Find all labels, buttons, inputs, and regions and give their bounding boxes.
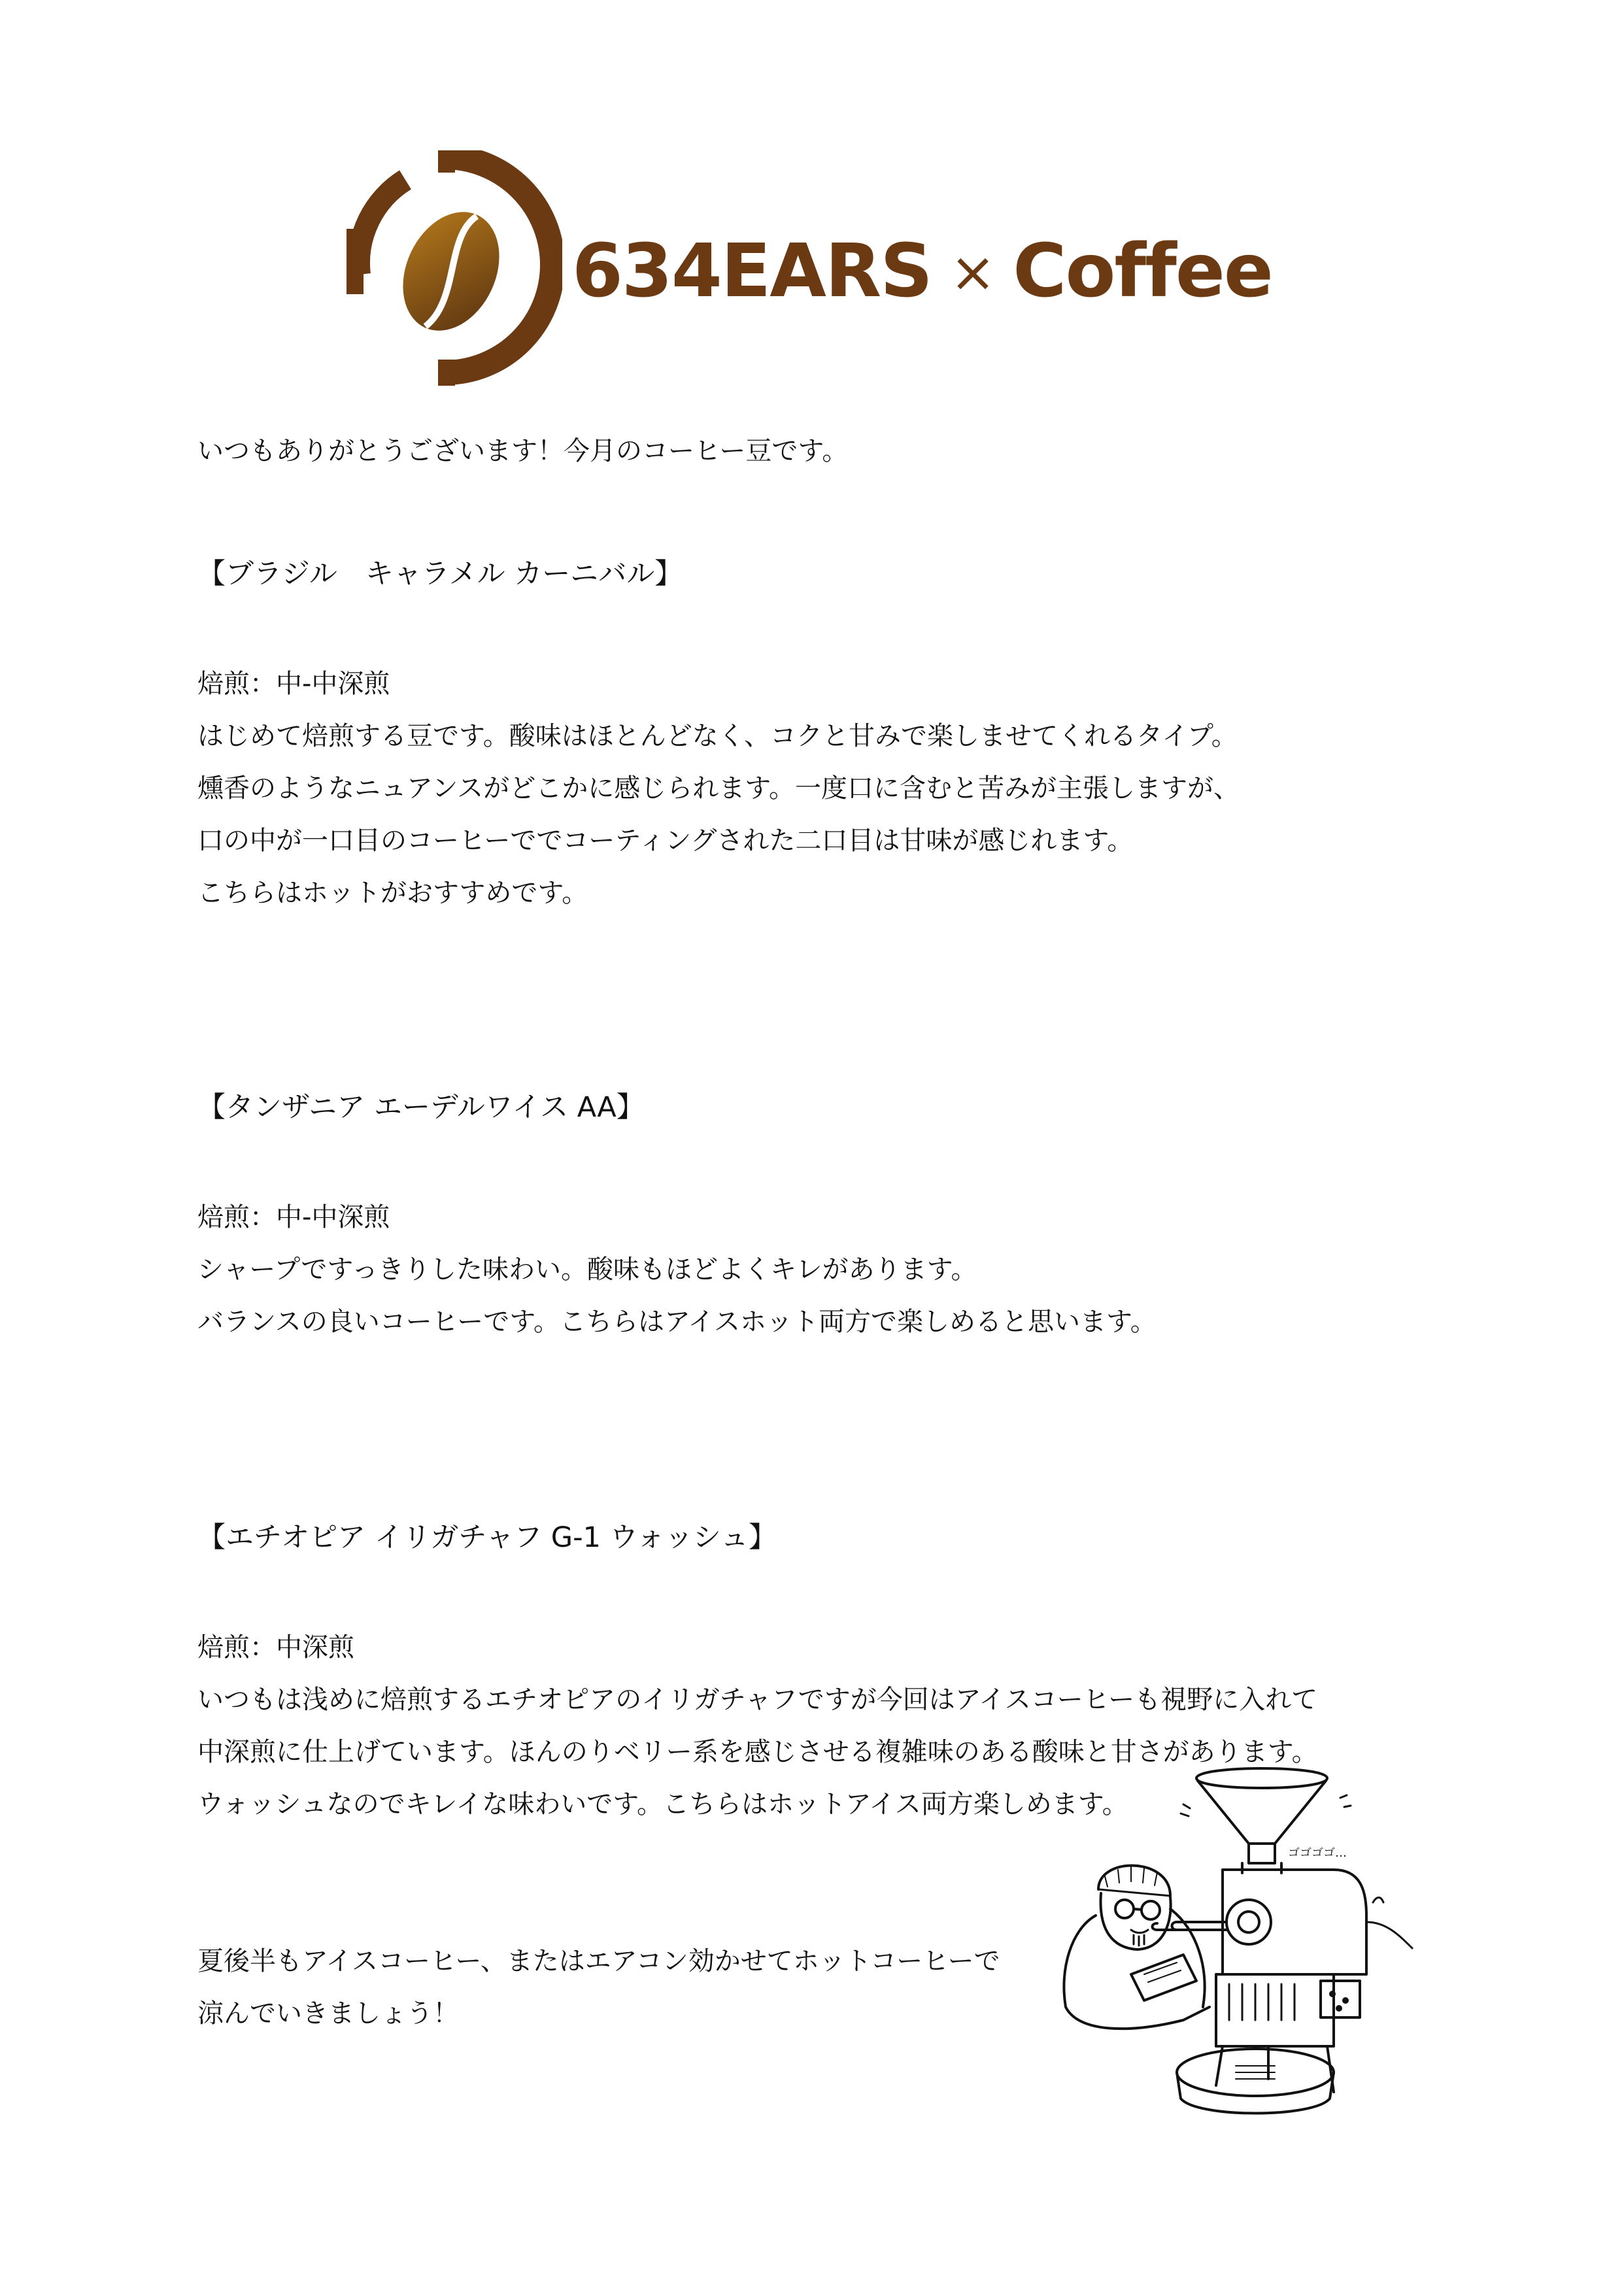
description-line: 中深煎に仕上げています。ほんのりベリー系を感じさせる複雑味のある酸味と甘さがあります。 [197, 1737, 1318, 1767]
intro-text: いつもありがとうございます！今月のコーヒー豆です。 [197, 436, 849, 466]
logo [347, 150, 1301, 392]
description-line: 燻香のようなニュアンスがどこかに感じられます。一度口に含むと苦みが主張しますが、 [197, 773, 1240, 803]
logo-times: × [949, 240, 996, 304]
logo-brand: 634EARS [572, 229, 932, 314]
coffee-roaster-illustration [1053, 1759, 1471, 2125]
closing-line: 夏後半もアイスコーヒー、またはエアコン効かせてホットコーヒーで [197, 1946, 1000, 1976]
coffee-title: 【ブラジル キャラメル カーニバル】 [197, 558, 683, 590]
description-line: シャープですっきりした味わい。酸味もほどよくキレがあります。 [197, 1255, 977, 1285]
coffee-bean-logo-icon [347, 150, 562, 392]
coffee-title: 【エチオピア イリガチャフ G-1 ウォッシュ】 [197, 1521, 777, 1554]
description-line: ウォッシュなのでキレイな味わいです。こちらはホットアイス両方楽しめます。 [197, 1789, 1128, 1819]
roast-level: 焙煎：中-中深煎 [197, 669, 390, 699]
logo-wordmark [572, 222, 1272, 320]
description-line: こちらはホットがおすすめです。 [197, 878, 588, 908]
roast-level: 焙煎：中深煎 [197, 1632, 354, 1662]
closing-line: 涼んでいきましょう！ [197, 1999, 459, 2029]
coffee-section [197, 548, 1440, 919]
roast-level: 焙煎：中-中深煎 [197, 1202, 390, 1232]
description-line: バランスの良いコーヒーです。こちらはアイスホット両方で楽しめると思います。 [197, 1307, 1157, 1337]
description-line: はじめて焙煎する豆です。酸味はほとんどなく、コクと甘みで楽しませてくれるタイプ。 [197, 721, 1238, 751]
description-line: いつもは浅めに焙煎するエチオピアのイリガチャフですが今回はアイスコーヒーも視野に入れて [197, 1685, 1318, 1715]
description-line: 口の中が一口目のコーヒーででコーティングされた二口目は甘味が感じれます。 [197, 826, 1134, 856]
sound-effect-text: ゴゴゴゴ… [1288, 1846, 1347, 1860]
coffee-title: 【タンザニア エーデルワイス AA】 [197, 1091, 645, 1124]
coffee-section [197, 1081, 1440, 1348]
logo-product: Coffee [1013, 229, 1272, 314]
